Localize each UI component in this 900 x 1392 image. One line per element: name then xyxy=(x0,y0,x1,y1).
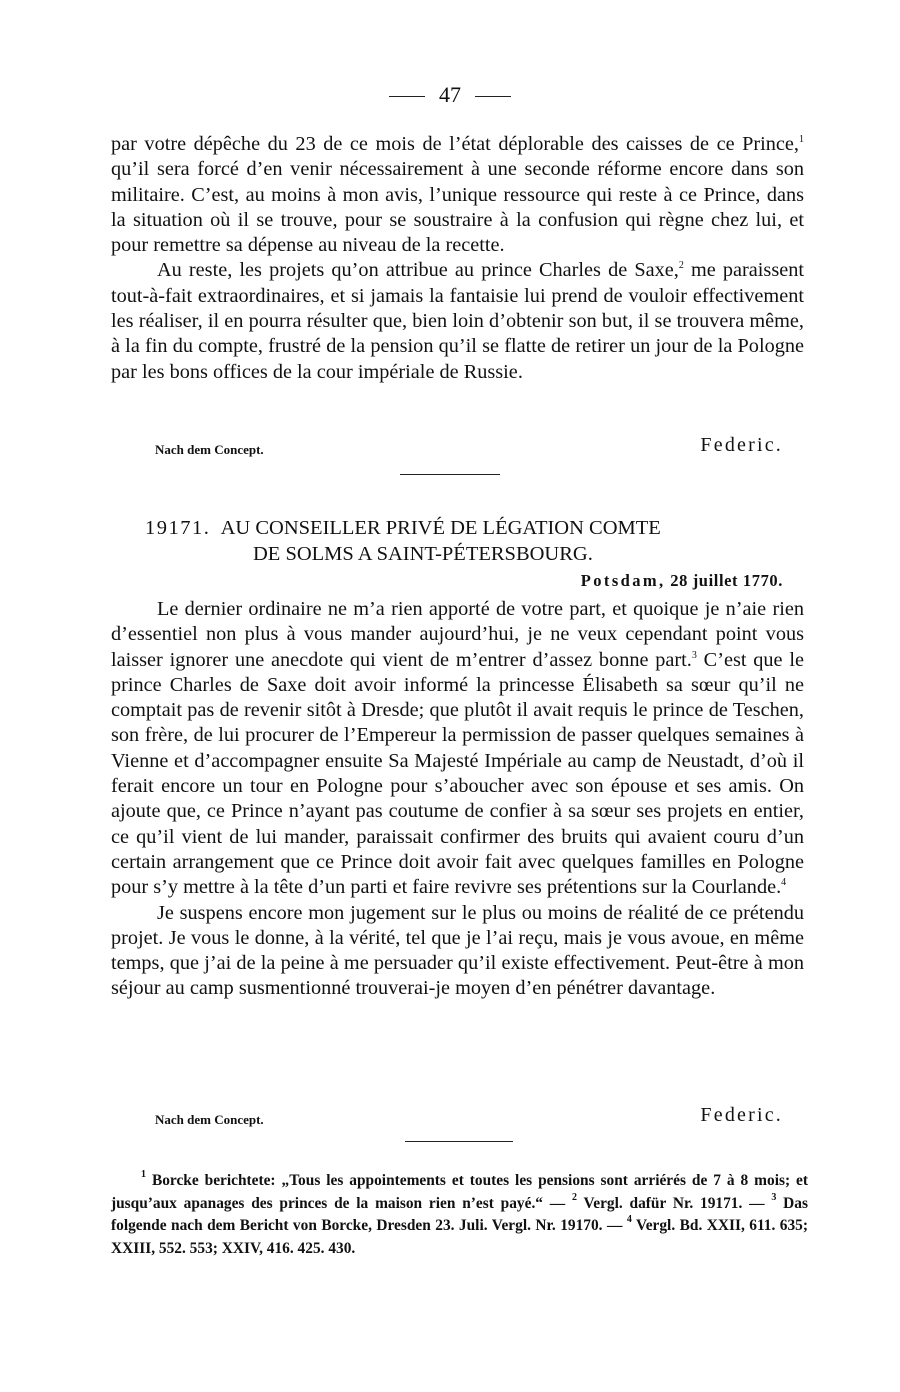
footnote-1: Borcke berichtete: „Tous les appointements et toutes les pensions sont arriérés de 7 à 8 mois; et jusqu’aux apanages des princes de la maison rien n’est payé.“ — xyxy=(111,1172,808,1212)
header-dash-right xyxy=(475,96,511,97)
paragraph-text: par votre dépêche du 23 de ce mois de l’état déplorable des caisses de ce Prince, xyxy=(111,133,799,155)
paragraph-text: qu’il sera forcé d’en venir nécessairement à une seconde réforme encore dans son militaire. C’est, au moins à mon avis, l’unique ressource qui reste à ce Prince, dans la situation où il se trouve, pour se soustraire à la confusion qui règne chez lui, et pour remettre sa dépense au niveau de la recette. xyxy=(111,158,804,257)
heading-line-1 xyxy=(145,515,785,541)
footnotes xyxy=(111,1170,808,1260)
letter-title-line-2: DE SOLMS A SAINT-PÉTERSBOURG. xyxy=(253,543,593,565)
page-number: 47 xyxy=(439,82,461,107)
paragraph-text: Le dernier ordinaire ne m’a rien apporté de votre part, et quoique je n’aie rien d’essentiel non plus à vous mander aujourd’hui, je ne veux cependant point vous laisser ignorer une anecdote qui vient de m’entrer d’assez bonne part. xyxy=(111,598,804,671)
letter-paragraph-2: Je suspens encore mon jugement sur le plus ou moins de réalité de ce prétendu projet. Je vous le donne, à la vérité, tel que je l’ai reçu, mais je vous avoue, en même temps, que j’ai de la peine à me persuader qu’il existe effectivement. Peut-être à mon séjour au camp susmentionné trouverai-je moyen d’en pénétrer davantage. xyxy=(111,901,804,1000)
letter-paragraph-1 xyxy=(111,597,804,901)
section-divider xyxy=(400,474,500,475)
footnote-mark-2: 2 xyxy=(572,1191,577,1203)
continuation-text xyxy=(111,132,804,385)
footnote-ref-4: 4 xyxy=(781,877,787,889)
footnote-mark-3: 3 xyxy=(771,1191,777,1203)
source-note: Nach dem Concept. xyxy=(155,1112,264,1127)
letter-body xyxy=(111,597,804,1002)
footnote-divider xyxy=(405,1141,513,1142)
signature: Federic. xyxy=(700,434,783,456)
paragraph-text: C’est que le prince Charles de Saxe doit avoir informé la princesse Élisabeth sa sœur qu’il ne comptait pas de revenir sitôt à Dresde; que plutôt il avait requis le prince de Teschen, son frère, de lui procurer de l’Empereur la permission de passer quelques semaines à Vienne et d’accompagner ensuite Sa Majesté Impériale au camp de Neustadt, d’où il ferait encore un tour en Pologne pour s’aboucher avec son épouse et ses amis. On ajoute que, ce Prince n’ayant pas coutume de confier à sa sœur ses projets en entier, ce qu’il vient de lui mander, paraissait confirmer des bruits qui avaient couru d’un certain arrangement que ce Prince doit avoir fait avec quelques familles en Pologne pour s’y mettre à la tête d’un parti et faire revivre ses prétentions sur la Courlande. xyxy=(111,648,804,899)
letter-heading xyxy=(145,515,785,567)
signature: Federic. xyxy=(700,1104,783,1126)
letter-title-line-1: AU CONSEILLER PRIVÉ DE LÉGATION COMTE xyxy=(220,517,661,539)
footnote-block xyxy=(111,1170,808,1260)
dateline xyxy=(581,571,783,591)
date: 28 juillet 1770. xyxy=(670,571,783,590)
footnote-ref-3: 3 xyxy=(691,649,697,661)
letter-number: 19171. xyxy=(145,517,211,539)
place: Potsdam, xyxy=(580,571,666,590)
source-note: Nach dem Concept. xyxy=(155,442,264,457)
footnote-2: Vergl. dafür Nr. 19171. — xyxy=(577,1194,765,1212)
page-header xyxy=(0,82,900,108)
continuation-paragraph-2 xyxy=(111,258,804,384)
footnote-ref-1: 1 xyxy=(799,134,804,145)
footnote-3: Das folgende nach dem Bericht von Borcke, Dresden 23. Juli. Vergl. Nr. 19170. — xyxy=(111,1194,808,1234)
footnote-mark-1: 1 xyxy=(141,1169,146,1180)
footnote-4: Vergl. Bd. XXII, 611. 635; XXIII, 552. 553; XXIV, 416. 425. 430. xyxy=(111,1217,808,1257)
footnote-ref-2: 2 xyxy=(678,260,684,272)
footnote-mark-4: 4 xyxy=(626,1214,632,1225)
header-dash-left xyxy=(389,96,425,97)
paragraph-text: me paraissent tout-à-fait extraordinaires, et si jamais la fantaisie lui prend de vouloir effectivement les réaliser, il en pourra résulter que, bien loin d’obtenir son but, il se trouvera même, à la fin du compte, frustré de la pension qu’il se flatte de retirer un jour de la Pologne par les bons offices de la cour impériale de Russie. xyxy=(111,259,804,383)
paragraph-text: Au reste, les projets qu’on attribue au prince Charles de Saxe, xyxy=(157,259,679,282)
continuation-paragraph-1 xyxy=(111,132,804,258)
